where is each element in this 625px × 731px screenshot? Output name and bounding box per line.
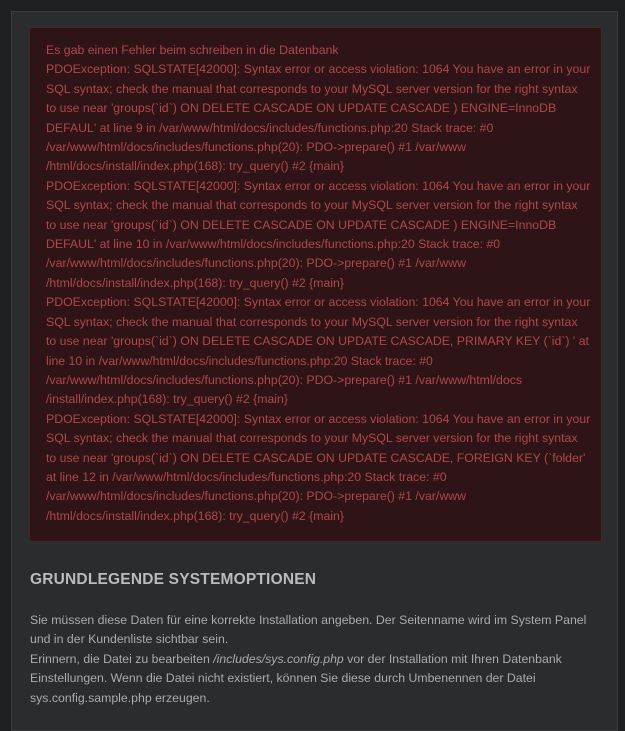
section-description — [30, 611, 600, 708]
error-heading: Es gab einen Fehler beim schreiben in die Datenbank — [46, 43, 339, 57]
error-message: PDOException: SQLSTATE[42000]: Syntax error or access violation: 1064 You have an error in your SQL syntax; check the manual that corresponds to your MySQL server version for the right syntax to use near 'groups(`id`) ON DELETE CASCADE ON UPDATE CASCADE ) ENGINE=InnoDB DEFAUL' at line 9 in /var/www/html/docs/includes/functions.php:20 Stack trace: #0 /var/www/html/docs/includes/functions.php(20): PDO->prepare() #1 /var/www /html/docs/install/index.php(168): try_query() #2 {main} — [46, 62, 591, 174]
config-file-path: /includes/sys.config.php — [213, 651, 344, 666]
error-message: PDOException: SQLSTATE[42000]: Syntax error or access violation: 1064 You have an error in your SQL syntax; check the manual that corresponds to your MySQL server version for the right syntax to use near 'groups(`id`) ON DELETE CASCADE ON UPDATE CASCADE, FOREIGN KEY (`folder' at line 12 in /var/www/html/docs/includes/functions.php:20 Stack trace: #0 /var/www/html/docs/includes/functions.php(20): PDO->prepare() #1 /var/www /html/docs/install/index.php(168): try_query() #2 {main} — [46, 411, 591, 523]
database-error-alert — [29, 27, 602, 542]
error-message: PDOException: SQLSTATE[42000]: Syntax error or access violation: 1064 You have an error in your SQL syntax; check the manual that corresponds to your MySQL server version for the right syntax to use near 'groups(`id`) ON DELETE CASCADE ON UPDATE CASCADE, PRIMARY KEY (`id`) ' at line 10 in /var/www/html/docs/includes/functions.php:20 Stack trace: #0 /var/www/html/docs/includes/functions.php(20): PDO->prepare() #1 /var/www/html/docs /install/index.php(168): try_query() #2 {main} — [46, 295, 591, 407]
error-message: PDOException: SQLSTATE[42000]: Syntax error or access violation: 1064 You have an error in your SQL syntax; check the manual that corresponds to your MySQL server version for the right syntax to use near 'groups(`id`) ON DELETE CASCADE ON UPDATE CASCADE ) ENGINE=InnoDB DEFAUL' at line 10 in /var/www/html/docs/includes/functions.php:20 Stack trace: #0 /var/www/html/docs/includes/functions.php(20): PDO->prepare() #1 /var/www /html/docs/install/index.php(168): try_query() #2 {main} — [46, 178, 591, 290]
reminder-text-end: vor der Installation mit Ihren Datenbank Einstellungen. Wenn die Datei nicht existiert, können Sie diese durch Umbenennen der Datei sys.config.sample.php erzeugen. — [30, 651, 562, 705]
install-panel — [11, 11, 618, 731]
intro-text: Sie müssen diese Daten für eine korrekte Installation angeben. Der Seitenname wird im System Panel und in der Kundenliste sichtbar sein. — [30, 613, 587, 647]
section-title: GRUNDLEGENDE SYSTEMOPTIONEN — [30, 571, 317, 588]
reminder-text-start: Erinnern, die Datei zu bearbeiten — [30, 651, 214, 666]
